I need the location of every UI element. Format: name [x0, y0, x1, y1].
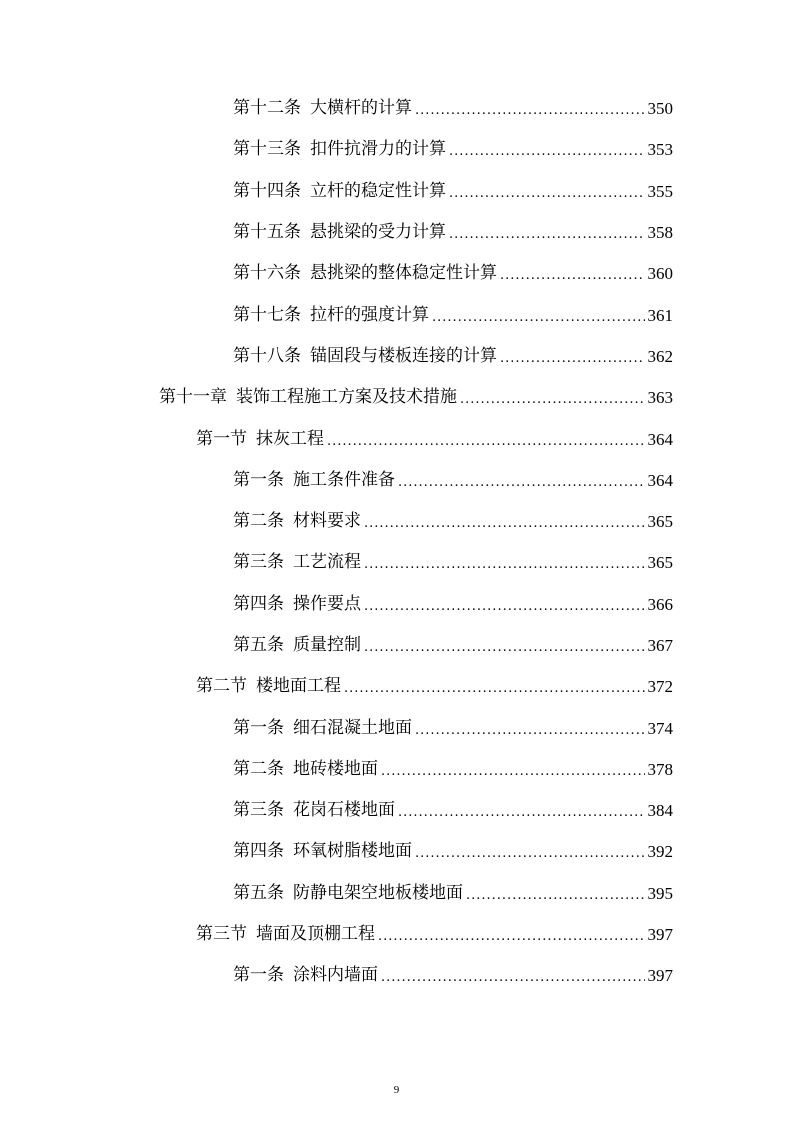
- toc-entry-number: 第十四条: [233, 180, 301, 201]
- toc-entry-page: 384: [647, 801, 673, 821]
- toc-entry-page: 365: [647, 512, 673, 532]
- toc-entry-section[interactable]: [0, 666, 793, 707]
- toc-entry-title: 楼地面工程: [256, 676, 341, 697]
- toc-entry-title: 悬挑梁的整体稳定性计算: [310, 263, 497, 284]
- toc-entry-title: 立杆的稳定性计算: [310, 180, 446, 201]
- toc-entry-article[interactable]: [0, 790, 793, 831]
- toc-entry-title: 防静电架空地板楼地面: [293, 882, 463, 903]
- toc-dot-leader: [466, 889, 645, 902]
- toc-entry-article[interactable]: [0, 212, 793, 253]
- toc-entry-number: 第四条: [233, 841, 284, 862]
- toc-entry-page: 366: [647, 594, 673, 614]
- toc-entry-page: 363: [647, 388, 673, 408]
- toc-dot-leader: [449, 187, 645, 200]
- toc-entry-page: 361: [647, 305, 673, 325]
- toc-entry-number: 第十二条: [233, 98, 301, 119]
- toc-dot-leader: [381, 971, 645, 984]
- toc-entry-number: 第五条: [233, 635, 284, 655]
- toc-entry-number: 第二条: [233, 511, 284, 532]
- toc-entry-number: 第四条: [233, 593, 284, 614]
- toc-entry-title: 操作要点: [293, 593, 361, 614]
- toc-entry-number: 第三条: [233, 800, 284, 821]
- toc-entry-page: 397: [647, 925, 673, 945]
- toc-entry-page: 360: [647, 264, 673, 284]
- toc-entry-article[interactable]: [0, 955, 793, 996]
- toc-entry-article[interactable]: [0, 584, 793, 625]
- toc-entry-chapter[interactable]: [0, 377, 793, 418]
- toc-entry-page: 355: [647, 181, 673, 201]
- toc-entry-section[interactable]: [0, 418, 793, 459]
- toc-entry-number: 第十一章: [159, 387, 227, 408]
- toc-dot-leader: [500, 269, 645, 282]
- toc-entry-number: 第十三条: [233, 139, 301, 160]
- toc-entry-page: 350: [647, 99, 673, 119]
- toc-dot-leader: [460, 393, 645, 406]
- toc-entry-number: 第一条: [233, 717, 284, 738]
- toc-dot-leader: [378, 930, 645, 943]
- toc-entry-number: 第十八条: [233, 345, 301, 366]
- toc-entry-number: 第十五条: [233, 222, 301, 243]
- toc-dot-leader: [327, 435, 645, 448]
- toc-entry-article[interactable]: [0, 707, 793, 748]
- toc-entry-title: 工艺流程: [293, 552, 361, 573]
- toc-entry-page: 378: [647, 759, 673, 779]
- toc-entry-number: 第三节: [196, 924, 247, 945]
- toc-entry-page: 395: [647, 883, 673, 903]
- toc-entry-title: 悬挑梁的受力计算: [310, 222, 446, 243]
- toc-entry-title: 地砖楼地面: [293, 758, 378, 779]
- toc-dot-leader: [381, 765, 645, 778]
- toc-entry-number: 第十六条: [233, 263, 301, 284]
- toc-entry-article[interactable]: [0, 625, 793, 666]
- toc-entry-section[interactable]: [0, 914, 793, 955]
- toc-entry-title: 质量控制: [293, 635, 361, 655]
- toc-entry-number: 第五条: [233, 882, 284, 903]
- toc-entry-title: 花岗石楼地面: [293, 800, 395, 821]
- toc-entry-page: 353: [647, 140, 673, 160]
- page-number: 9: [393, 1084, 400, 1096]
- toc-entry-article[interactable]: [0, 336, 793, 377]
- toc-entry-title: 扣件抗滑力的计算: [310, 139, 446, 160]
- toc-entry-title: 抹灰工程: [256, 428, 324, 449]
- toc-entry-title: 施工条件准备: [293, 469, 395, 490]
- toc-entry-article[interactable]: [0, 294, 793, 335]
- toc-entry-page: 372: [647, 677, 673, 697]
- toc-entry-title: 材料要求: [293, 511, 361, 532]
- toc-dot-leader: [364, 641, 645, 654]
- toc-entry-page: 367: [647, 636, 673, 655]
- toc-entry-page: 358: [647, 223, 673, 243]
- toc-entry-article[interactable]: [0, 129, 793, 170]
- toc-entry-number: 第三条: [233, 552, 284, 573]
- toc-dot-leader: [415, 724, 645, 737]
- toc-dot-leader: [500, 352, 645, 365]
- toc-entry-page: 364: [647, 429, 673, 449]
- toc-entry-page: 362: [647, 346, 673, 366]
- toc-entry-title: 大横杆的计算: [310, 98, 412, 119]
- toc-entry-title: 拉杆的强度计算: [310, 304, 429, 325]
- toc-dot-leader: [364, 600, 645, 613]
- toc-dot-leader: [432, 311, 645, 324]
- toc-entry-title: 环氧树脂楼地面: [293, 841, 412, 862]
- toc-entry-number: 第一条: [233, 965, 284, 986]
- toc-entry-page: 392: [647, 842, 673, 862]
- toc-entry-article[interactable]: [0, 501, 793, 542]
- toc-dot-leader: [364, 558, 645, 571]
- toc-entry-title: 墙面及顶棚工程: [256, 924, 375, 945]
- toc-dot-leader: [344, 682, 645, 695]
- toc-entry-article[interactable]: [0, 873, 793, 914]
- toc-dot-leader: [449, 228, 645, 241]
- toc-entry-title: 锚固段与楼板连接的计算: [310, 345, 497, 366]
- toc-dot-leader: [364, 517, 645, 530]
- toc-entry-title: 涂料内墙面: [293, 965, 378, 986]
- toc-dot-leader: [415, 847, 645, 860]
- toc-entry-number: 第一节: [196, 428, 247, 449]
- toc-dot-leader: [398, 476, 645, 489]
- toc-entry-article[interactable]: [0, 88, 793, 129]
- toc-entry-page: 364: [647, 470, 673, 490]
- toc-entry-page: 397: [647, 966, 673, 986]
- toc-entry-title: 细石混凝土地面: [293, 717, 412, 738]
- toc-entry-number: 第十七条: [233, 304, 301, 325]
- toc-entry-article[interactable]: [0, 749, 793, 790]
- table-of-contents: [0, 88, 793, 997]
- toc-entry-number: 第一条: [233, 469, 284, 490]
- toc-entry-title: 装饰工程施工方案及技术措施: [236, 387, 457, 408]
- toc-entry-article[interactable]: [0, 460, 793, 501]
- toc-dot-leader: [398, 806, 645, 819]
- toc-entry-article[interactable]: [0, 253, 793, 294]
- toc-entry-number: 第二条: [233, 758, 284, 779]
- toc-entry-page: 374: [647, 718, 673, 738]
- toc-entry-article[interactable]: [0, 542, 793, 583]
- toc-entry-number: 第二节: [196, 676, 247, 697]
- toc-dot-leader: [449, 145, 645, 158]
- toc-entry-article[interactable]: [0, 831, 793, 872]
- toc-entry-page: 365: [647, 553, 673, 573]
- toc-dot-leader: [415, 104, 645, 117]
- toc-entry-article[interactable]: [0, 171, 793, 212]
